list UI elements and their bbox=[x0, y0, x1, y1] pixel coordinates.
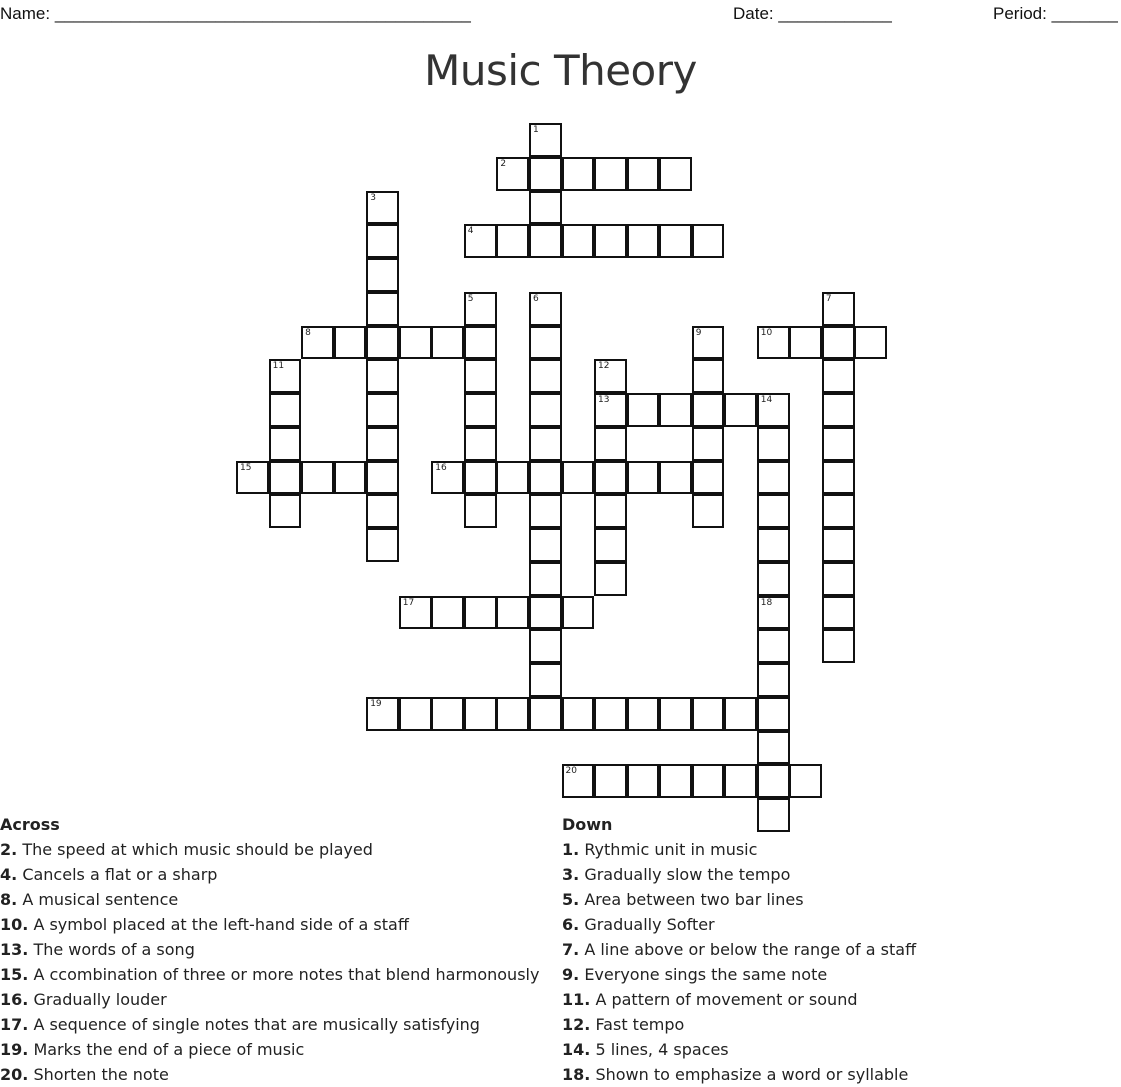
crossword-cell[interactable] bbox=[692, 326, 725, 360]
clue-number: 20 bbox=[565, 766, 577, 777]
crossword-cell[interactable] bbox=[562, 764, 595, 798]
crossword-cell[interactable] bbox=[757, 663, 790, 697]
clue-text: Marks the end of a piece of music bbox=[33, 1040, 305, 1059]
crossword-cell[interactable] bbox=[562, 157, 595, 191]
crossword-cell[interactable] bbox=[529, 292, 562, 326]
clue-number: 10 bbox=[760, 327, 773, 338]
clue-text: A pattern of movement or sound bbox=[595, 990, 858, 1009]
crossword-cell[interactable] bbox=[659, 764, 692, 798]
clue-number: 6. bbox=[562, 915, 580, 934]
crossword-cell[interactable] bbox=[594, 461, 627, 495]
clue-text: Gradually louder bbox=[33, 990, 167, 1009]
clue-number: 8 bbox=[305, 327, 311, 338]
crossword-cell[interactable] bbox=[529, 326, 562, 360]
crossword-cell[interactable] bbox=[366, 697, 399, 731]
crossword-cell[interactable] bbox=[627, 224, 660, 258]
clue-number: 20. bbox=[0, 1065, 29, 1084]
clue-number: 7 bbox=[825, 293, 832, 304]
across-clue bbox=[0, 912, 539, 937]
crossword-cell[interactable] bbox=[659, 393, 692, 427]
crossword-cell[interactable] bbox=[301, 326, 334, 360]
crossword-cell[interactable] bbox=[236, 461, 269, 495]
crossword-cell[interactable] bbox=[692, 764, 725, 798]
crossword-cell[interactable] bbox=[529, 697, 562, 731]
crossword-cell[interactable] bbox=[659, 157, 692, 191]
crossword-cell[interactable] bbox=[594, 494, 627, 528]
crossword-cell[interactable] bbox=[399, 596, 432, 630]
crossword-cell[interactable] bbox=[366, 326, 399, 360]
across-clues bbox=[0, 812, 539, 1087]
clue-text: Area between two bar lines bbox=[584, 890, 804, 909]
crossword-cell[interactable] bbox=[757, 461, 790, 495]
crossword-cell[interactable] bbox=[594, 157, 627, 191]
crossword-cell[interactable] bbox=[464, 292, 497, 326]
crossword-cell[interactable] bbox=[431, 697, 464, 731]
crossword-cell[interactable] bbox=[431, 461, 464, 495]
crossword-cell[interactable] bbox=[757, 629, 790, 663]
crossword-cell[interactable] bbox=[822, 562, 855, 596]
crossword-cell[interactable] bbox=[822, 596, 855, 630]
down-heading: Down bbox=[562, 815, 613, 834]
crossword-cell[interactable] bbox=[464, 494, 497, 528]
crossword-cell[interactable] bbox=[399, 326, 432, 360]
crossword-cell[interactable] bbox=[529, 427, 562, 461]
crossword-cell[interactable] bbox=[757, 731, 790, 765]
crossword-cell[interactable] bbox=[757, 596, 790, 630]
clue-number: 6 bbox=[533, 293, 539, 304]
name-label: Name: bbox=[0, 4, 51, 23]
crossword-cell[interactable] bbox=[822, 427, 855, 461]
crossword-cell[interactable] bbox=[529, 393, 562, 427]
crossword-cell[interactable] bbox=[529, 157, 562, 191]
across-clue bbox=[0, 987, 539, 1012]
clue-number: 5. bbox=[562, 890, 580, 909]
crossword-cell[interactable] bbox=[529, 596, 562, 630]
crossword-cell[interactable] bbox=[529, 663, 562, 697]
clue-number: 9 bbox=[695, 327, 702, 338]
crossword-cell[interactable] bbox=[822, 326, 855, 360]
across-clue bbox=[0, 1062, 539, 1087]
crossword-cell[interactable] bbox=[431, 326, 464, 360]
down-clue bbox=[562, 1037, 916, 1062]
crossword-cell[interactable] bbox=[822, 629, 855, 663]
crossword-cell[interactable] bbox=[496, 224, 529, 258]
crossword-cell[interactable] bbox=[366, 461, 399, 495]
crossword-cell[interactable] bbox=[269, 427, 302, 461]
across-heading: Across bbox=[0, 815, 60, 834]
clue-number: 14 bbox=[760, 395, 773, 405]
crossword-cell[interactable] bbox=[529, 494, 562, 528]
crossword-cell[interactable] bbox=[659, 461, 692, 495]
crossword-cell[interactable] bbox=[692, 427, 725, 461]
clue-number: 8. bbox=[0, 890, 18, 909]
clue-number: 16. bbox=[0, 990, 29, 1009]
crossword-cell[interactable] bbox=[692, 461, 725, 495]
crossword-cell[interactable] bbox=[822, 461, 855, 495]
crossword-cell[interactable] bbox=[366, 258, 399, 292]
crossword-cell[interactable] bbox=[854, 326, 887, 360]
down-clue bbox=[562, 912, 916, 937]
crossword-cell[interactable] bbox=[627, 764, 660, 798]
crossword-cell[interactable] bbox=[269, 494, 302, 528]
crossword-cell[interactable] bbox=[627, 461, 660, 495]
across-clue bbox=[0, 1037, 539, 1062]
crossword-cell[interactable] bbox=[529, 191, 562, 225]
clue-number: 2. bbox=[0, 840, 18, 859]
clue-text: Gradually slow the tempo bbox=[584, 865, 791, 884]
down-clue-list bbox=[562, 837, 916, 1087]
crossword-cell[interactable] bbox=[757, 494, 790, 528]
down-clue bbox=[562, 987, 916, 1012]
crossword-cell[interactable] bbox=[627, 157, 660, 191]
crossword-cell[interactable] bbox=[496, 157, 529, 191]
crossword-cell[interactable] bbox=[366, 359, 399, 393]
down-clue bbox=[562, 887, 916, 912]
clue-number: 4 bbox=[467, 226, 474, 237]
clue-text: Cancels a flat or a sharp bbox=[22, 865, 218, 884]
clue-text: Everyone sings the same note bbox=[584, 965, 828, 984]
crossword-cell[interactable] bbox=[464, 427, 497, 461]
crossword-cell[interactable] bbox=[692, 359, 725, 393]
crossword-cell[interactable] bbox=[594, 359, 627, 393]
crossword-cell[interactable] bbox=[724, 697, 757, 731]
crossword-cell[interactable] bbox=[822, 528, 855, 562]
crossword-cell[interactable] bbox=[464, 461, 497, 495]
down-clue bbox=[562, 1062, 916, 1087]
clue-number: 12. bbox=[562, 1015, 591, 1034]
crossword-cell[interactable] bbox=[692, 224, 725, 258]
crossword-cell[interactable] bbox=[366, 224, 399, 258]
crossword-cell[interactable] bbox=[366, 427, 399, 461]
across-clue bbox=[0, 937, 539, 962]
crossword-cell[interactable] bbox=[822, 393, 855, 427]
clue-number: 3 bbox=[370, 192, 376, 203]
crossword-cell[interactable] bbox=[757, 393, 790, 427]
clue-number: 18 bbox=[760, 597, 773, 608]
crossword-cell[interactable] bbox=[594, 764, 627, 798]
clue-text: Shorten the note bbox=[33, 1065, 169, 1084]
crossword-cell[interactable] bbox=[594, 393, 627, 427]
crossword-cell[interactable] bbox=[757, 697, 790, 731]
crossword-cell[interactable] bbox=[822, 359, 855, 393]
crossword-cell[interactable] bbox=[496, 697, 529, 731]
across-clue bbox=[0, 862, 539, 887]
crossword-cell[interactable] bbox=[562, 697, 595, 731]
across-clue bbox=[0, 887, 539, 912]
clue-text: A sequence of single notes that are musically satisfying bbox=[33, 1015, 480, 1034]
down-clue bbox=[562, 1012, 916, 1037]
clue-text: The speed at which music should be played bbox=[22, 840, 373, 859]
clue-number: 5 bbox=[467, 293, 474, 304]
across-clue bbox=[0, 962, 539, 987]
crossword-cell[interactable] bbox=[496, 596, 529, 630]
crossword-cell[interactable] bbox=[594, 697, 627, 731]
crossword-cell[interactable] bbox=[366, 393, 399, 427]
clue-number: 10. bbox=[0, 915, 29, 934]
date-line: ____________ bbox=[778, 4, 892, 23]
clue-number: 18. bbox=[562, 1065, 591, 1084]
crossword-cell[interactable] bbox=[366, 292, 399, 326]
clue-text: 5 lines, 4 spaces bbox=[595, 1040, 729, 1059]
date-label: Date: bbox=[733, 4, 774, 23]
crossword-cell[interactable] bbox=[789, 764, 822, 798]
crossword-cell[interactable] bbox=[594, 528, 627, 562]
across-clue bbox=[0, 1012, 539, 1037]
crossword-cell[interactable] bbox=[529, 359, 562, 393]
clue-number: 16 bbox=[435, 462, 447, 473]
crossword-cell[interactable] bbox=[562, 224, 595, 258]
crossword-cell[interactable] bbox=[659, 697, 692, 731]
crossword-cell[interactable] bbox=[464, 697, 497, 731]
clue-text: Rythmic unit in music bbox=[584, 840, 758, 859]
crossword-cell[interactable] bbox=[757, 528, 790, 562]
clue-text: The words of a song bbox=[33, 940, 195, 959]
crossword-cell[interactable] bbox=[431, 596, 464, 630]
clue-number: 1 bbox=[533, 125, 539, 135]
clue-number: 11 bbox=[272, 361, 285, 372]
crossword-cell[interactable] bbox=[692, 494, 725, 528]
crossword-cell[interactable] bbox=[659, 224, 692, 258]
down-clue bbox=[562, 937, 916, 962]
crossword-cell[interactable] bbox=[724, 393, 757, 427]
crossword-cell[interactable] bbox=[724, 764, 757, 798]
crossword-cell[interactable] bbox=[269, 393, 302, 427]
down-clue bbox=[562, 962, 916, 987]
down-clue bbox=[562, 837, 916, 862]
clue-number: 17 bbox=[402, 597, 415, 608]
period-line: _______ bbox=[1051, 4, 1118, 23]
clue-number: 1. bbox=[562, 840, 580, 859]
crossword-cell[interactable] bbox=[692, 393, 725, 427]
crossword-cell[interactable] bbox=[822, 494, 855, 528]
crossword-cell[interactable] bbox=[529, 461, 562, 495]
down-clue bbox=[562, 862, 916, 887]
crossword-cell[interactable] bbox=[529, 123, 562, 157]
crossword-cell[interactable] bbox=[464, 359, 497, 393]
clue-text: Gradually Softer bbox=[584, 915, 715, 934]
crossword-cell[interactable] bbox=[301, 461, 334, 495]
clue-number: 17. bbox=[0, 1015, 29, 1034]
crossword-cell[interactable] bbox=[269, 461, 302, 495]
crossword-cell[interactable] bbox=[594, 562, 627, 596]
crossword-cell[interactable] bbox=[496, 461, 529, 495]
crossword-cell[interactable] bbox=[757, 764, 790, 798]
down-clues bbox=[562, 812, 916, 1087]
clue-text: A line above or below the range of a staff bbox=[584, 940, 917, 959]
crossword-cell[interactable] bbox=[757, 562, 790, 596]
crossword-cell[interactable] bbox=[757, 427, 790, 461]
crossword-cell[interactable] bbox=[627, 393, 660, 427]
crossword-cell[interactable] bbox=[334, 461, 367, 495]
across-clue bbox=[0, 837, 539, 862]
clue-number: 4. bbox=[0, 865, 18, 884]
clue-number: 19. bbox=[0, 1040, 29, 1059]
crossword-cell[interactable] bbox=[464, 326, 497, 360]
clue-text: Fast tempo bbox=[595, 1015, 685, 1034]
crossword-cell[interactable] bbox=[269, 359, 302, 393]
clue-number: 19 bbox=[370, 698, 382, 709]
crossword-cell[interactable] bbox=[334, 326, 367, 360]
crossword-cell[interactable] bbox=[594, 224, 627, 258]
crossword-cell[interactable] bbox=[529, 562, 562, 596]
clue-text: Shown to emphasize a word or syllable bbox=[595, 1065, 909, 1084]
crossword-cell[interactable] bbox=[366, 191, 399, 225]
crossword-cell[interactable] bbox=[562, 596, 595, 630]
clue-text: A ccombination of three or more notes that blend harmonously bbox=[33, 965, 540, 984]
crossword-cell[interactable] bbox=[789, 326, 822, 360]
crossword-cell[interactable] bbox=[366, 494, 399, 528]
crossword-cell[interactable] bbox=[757, 326, 790, 360]
clue-number: 7. bbox=[562, 940, 580, 959]
crossword-cell[interactable] bbox=[562, 461, 595, 495]
period-label: Period: bbox=[993, 4, 1047, 23]
clue-number: 13. bbox=[0, 940, 29, 959]
crossword-cell[interactable] bbox=[692, 697, 725, 731]
crossword-cell[interactable] bbox=[366, 528, 399, 562]
clue-text: A musical sentence bbox=[22, 890, 179, 909]
clue-number: 13 bbox=[598, 395, 610, 405]
crossword-cell[interactable] bbox=[594, 427, 627, 461]
crossword-cell[interactable] bbox=[627, 697, 660, 731]
crossword-cell[interactable] bbox=[464, 393, 497, 427]
crossword-cell[interactable] bbox=[464, 224, 497, 258]
crossword-cell[interactable] bbox=[399, 697, 432, 731]
crossword-cell[interactable] bbox=[529, 528, 562, 562]
crossword-cell[interactable] bbox=[822, 292, 855, 326]
clue-number: 2 bbox=[500, 158, 507, 169]
crossword-cell[interactable] bbox=[529, 224, 562, 258]
clue-number: 15 bbox=[240, 462, 252, 473]
clue-number: 12 bbox=[598, 361, 610, 372]
across-clue-list bbox=[0, 837, 539, 1087]
clue-number: 15. bbox=[0, 965, 29, 984]
clue-text: A symbol placed at the left-hand side of a staff bbox=[33, 915, 409, 934]
clue-number: 14. bbox=[562, 1040, 591, 1059]
clue-number: 11. bbox=[562, 990, 591, 1009]
name-line: ____________________________________________ bbox=[54, 4, 471, 23]
crossword-cell[interactable] bbox=[529, 629, 562, 663]
clue-number: 3. bbox=[562, 865, 580, 884]
crossword-cell[interactable] bbox=[464, 596, 497, 630]
clue-number: 9. bbox=[562, 965, 580, 984]
page-title: Music Theory bbox=[424, 46, 697, 95]
